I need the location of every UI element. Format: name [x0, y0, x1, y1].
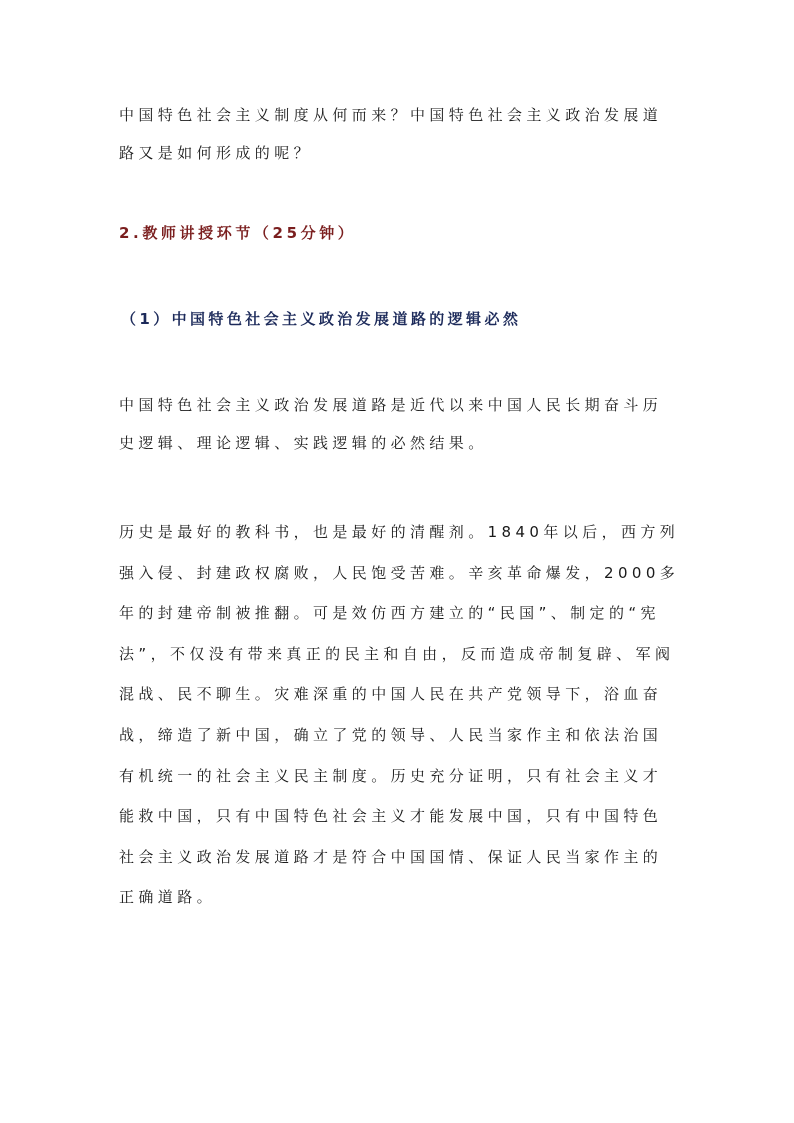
text-line: 中国特色社会主义政治发展道路是近代以来中国人民长期奋斗历: [119, 396, 663, 414]
text-line: 年的封建帝制被推翻。可是效仿西方建立的“民国”、制定的“宪: [119, 604, 660, 623]
text-line: 有机统一的社会主义民主制度。历史充分证明，只有社会主义才: [119, 766, 663, 785]
body-paragraph-2: [119, 512, 680, 918]
text-line: 强入侵、封建政权腐败，人民饱受苦难。辛亥革命爆发，2000多: [119, 563, 680, 582]
text-line: 正确道路。: [119, 888, 217, 907]
section-heading: 2.教师讲授环节（25分钟）: [119, 224, 357, 242]
text-line: 能救中国，只有中国特色社会主义才能发展中国，只有中国特色: [119, 807, 663, 826]
intro-paragraph: [119, 96, 675, 172]
text-line: 社会主义政治发展道路才是符合中国国情、保证人民当家作主的: [119, 847, 663, 866]
text-line: 路又是如何形成的呢？: [119, 144, 314, 162]
text-line: 法”，不仅没有带来真正的民主和自由，反而造成帝制复辟、军阀: [119, 644, 675, 663]
text-line: 战，缔造了新中国，确立了党的领导、人民当家作主和依法治国: [119, 725, 663, 744]
subsection-heading: （1）中国特色社会主义政治发展道路的逻辑必然: [121, 310, 522, 328]
text-line: 历史是最好的教科书，也是最好的清醒剂。1840年以后，西方列: [119, 523, 680, 541]
body-paragraph-1: [119, 386, 675, 462]
text-line: 史逻辑、理论逻辑、实践逻辑的必然结果。: [119, 434, 488, 452]
text-line: 中国特色社会主义制度从何而来？中国特色社会主义政治发展道: [119, 106, 663, 124]
text-line: 混战、民不聊生。灾难深重的中国人民在共产党领导下，浴血奋: [119, 685, 663, 704]
